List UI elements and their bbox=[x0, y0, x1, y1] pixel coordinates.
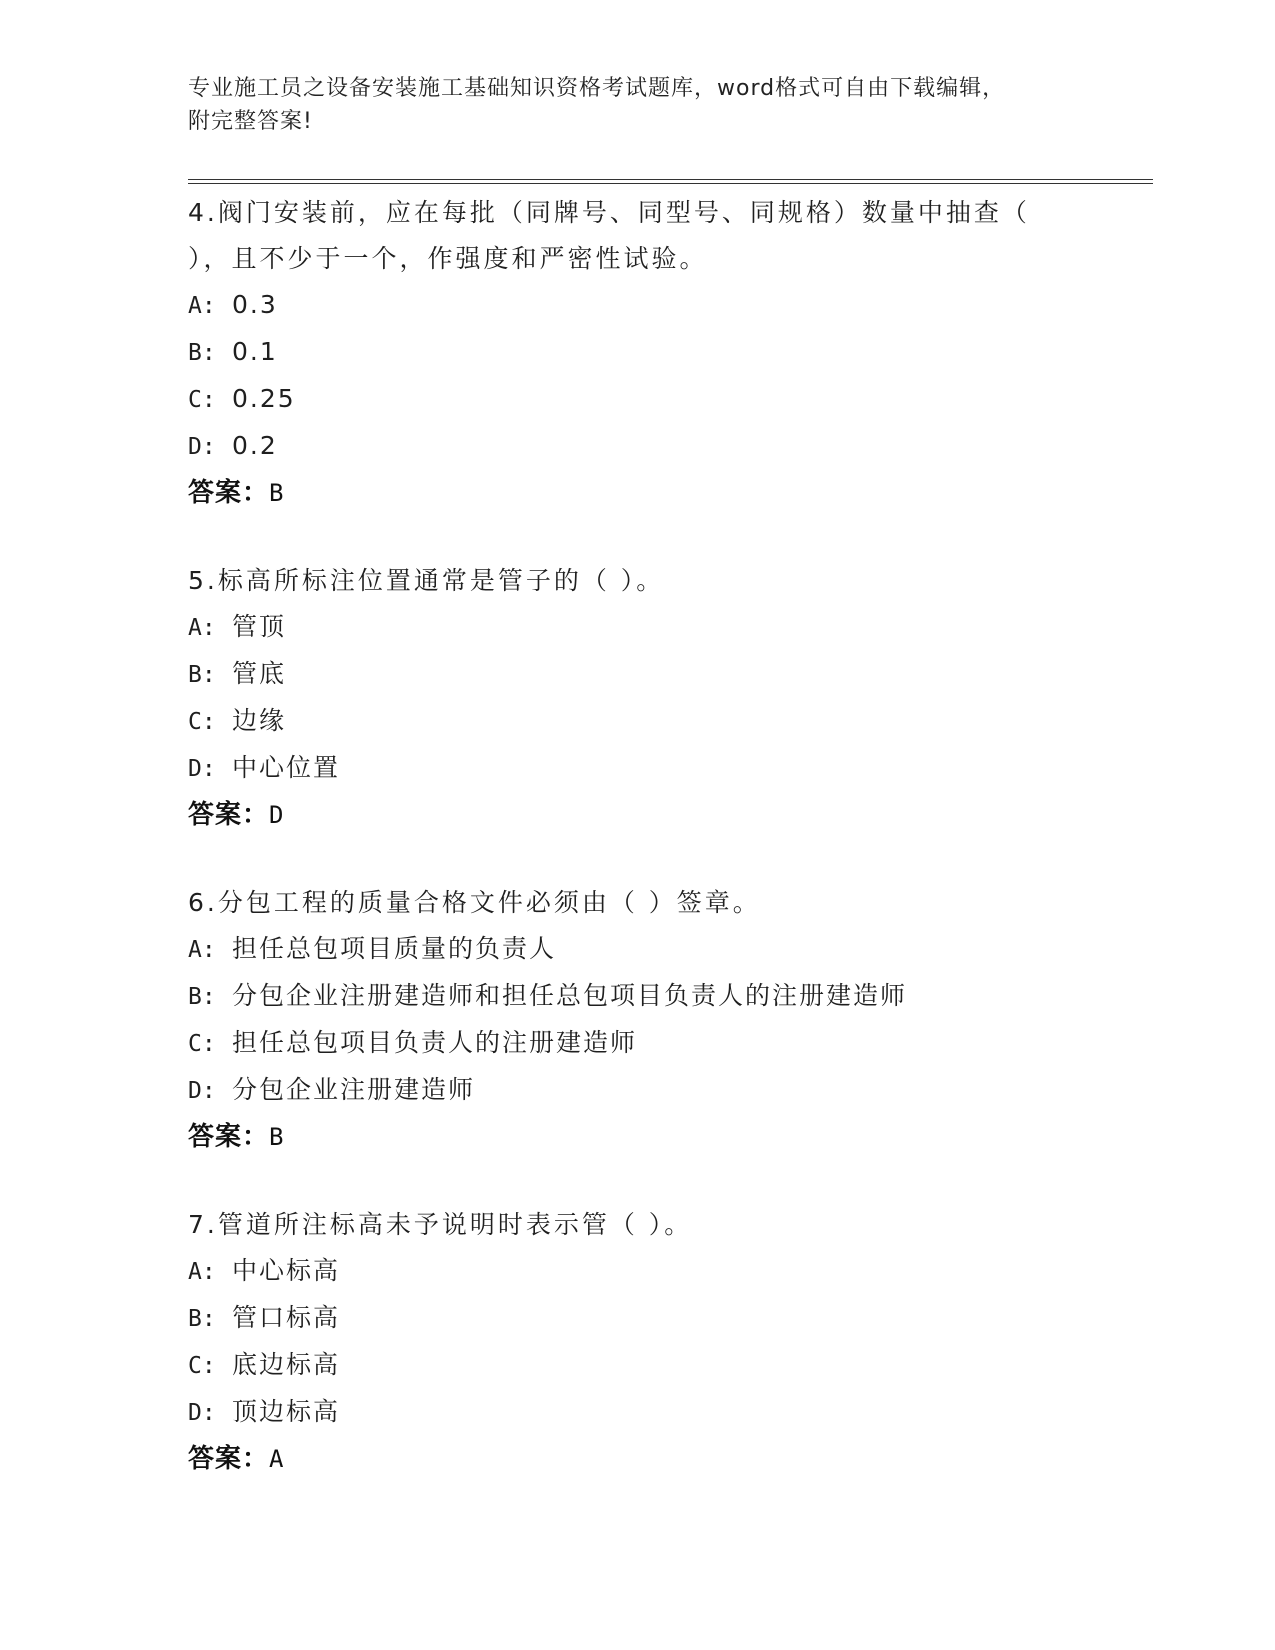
option-key: D: bbox=[188, 756, 216, 782]
option-key: C: bbox=[188, 1031, 216, 1057]
option-text: 边缘 bbox=[232, 706, 287, 735]
answer-value: D bbox=[269, 801, 285, 829]
document-header bbox=[188, 72, 1088, 138]
option-b bbox=[188, 973, 1168, 1020]
option-key: C: bbox=[188, 709, 216, 735]
option-text: 担任总包项目负责人的注册建造师 bbox=[232, 1028, 638, 1057]
question-text bbox=[188, 558, 1168, 604]
question-text-line: 6.分包工程的质量合格文件必须由（ ）签章。 bbox=[188, 888, 761, 917]
option-key: D: bbox=[188, 434, 216, 460]
header-divider-top bbox=[188, 179, 1153, 180]
question-4 bbox=[188, 190, 1168, 516]
option-text: 管底 bbox=[232, 659, 287, 688]
question-7 bbox=[188, 1202, 1168, 1482]
answer-line bbox=[188, 1436, 1168, 1482]
option-key: A: bbox=[188, 1259, 216, 1285]
option-key: A: bbox=[188, 937, 216, 963]
option-d bbox=[188, 1067, 1168, 1114]
option-c bbox=[188, 1020, 1168, 1067]
question-text bbox=[188, 880, 1168, 926]
answer-line bbox=[188, 470, 1168, 516]
answer-value: B bbox=[269, 1123, 285, 1151]
answer-label: 答案： bbox=[188, 800, 270, 830]
question-text-line: 7.管道所注标高未予说明时表示管（ ）。 bbox=[188, 1210, 693, 1239]
option-text: 顶边标高 bbox=[232, 1397, 341, 1426]
option-key: D: bbox=[188, 1400, 216, 1426]
option-key: B: bbox=[188, 662, 216, 688]
option-b bbox=[188, 651, 1168, 698]
option-a bbox=[188, 926, 1168, 973]
question-text-line: 4.阀门安装前，应在每批（同牌号、同型号、同规格）数量中抽查（ bbox=[188, 198, 1030, 227]
option-a bbox=[188, 282, 1168, 329]
option-key: C: bbox=[188, 387, 216, 413]
option-text: 0.3 bbox=[232, 290, 278, 319]
option-key: B: bbox=[188, 1306, 216, 1332]
option-d bbox=[188, 1389, 1168, 1436]
option-text: 0.2 bbox=[232, 431, 278, 460]
question-5 bbox=[188, 558, 1168, 838]
option-b bbox=[188, 329, 1168, 376]
option-d bbox=[188, 745, 1168, 792]
option-d bbox=[188, 423, 1168, 470]
option-c bbox=[188, 1342, 1168, 1389]
option-text: 担任总包项目质量的负责人 bbox=[232, 934, 557, 963]
question-text-line: 5.标高所标注位置通常是管子的（ ）。 bbox=[188, 566, 665, 595]
question-text bbox=[188, 1202, 1168, 1248]
answer-label: 答案： bbox=[188, 478, 270, 508]
question-6 bbox=[188, 880, 1168, 1160]
header-line-2: 附完整答案! bbox=[188, 109, 313, 134]
header-divider-bottom bbox=[188, 183, 1153, 184]
answer-label: 答案： bbox=[188, 1444, 270, 1474]
option-text: 中心位置 bbox=[232, 753, 341, 782]
question-list bbox=[188, 190, 1168, 1524]
option-text: 分包企业注册建造师 bbox=[232, 1075, 476, 1104]
option-key: D: bbox=[188, 1078, 216, 1104]
option-text: 0.25 bbox=[232, 384, 296, 413]
question-text-line: ），且不少于一个，作强度和严密性试验。 bbox=[188, 244, 708, 273]
option-text: 分包企业注册建造师和担任总包项目负责人的注册建造师 bbox=[232, 981, 908, 1010]
option-text: 管顶 bbox=[232, 612, 287, 641]
option-key: B: bbox=[188, 340, 216, 366]
option-text: 底边标高 bbox=[232, 1350, 341, 1379]
option-key: C: bbox=[188, 1353, 216, 1379]
option-text: 0.1 bbox=[232, 337, 278, 366]
option-c bbox=[188, 376, 1168, 423]
option-key: B: bbox=[188, 984, 216, 1010]
option-a bbox=[188, 604, 1168, 651]
option-text: 管口标高 bbox=[232, 1303, 341, 1332]
header-line-1: 专业施工员之设备安装施工基础知识资格考试题库，word格式可自由下载编辑， bbox=[188, 76, 1006, 101]
option-key: A: bbox=[188, 293, 216, 319]
answer-line bbox=[188, 792, 1168, 838]
answer-value: B bbox=[269, 479, 285, 507]
answer-label: 答案： bbox=[188, 1122, 270, 1152]
option-b bbox=[188, 1295, 1168, 1342]
option-key: A: bbox=[188, 615, 216, 641]
answer-value: A bbox=[269, 1445, 285, 1473]
answer-line bbox=[188, 1114, 1168, 1160]
option-c bbox=[188, 698, 1168, 745]
question-text bbox=[188, 190, 1168, 282]
option-text: 中心标高 bbox=[232, 1256, 341, 1285]
option-a bbox=[188, 1248, 1168, 1295]
